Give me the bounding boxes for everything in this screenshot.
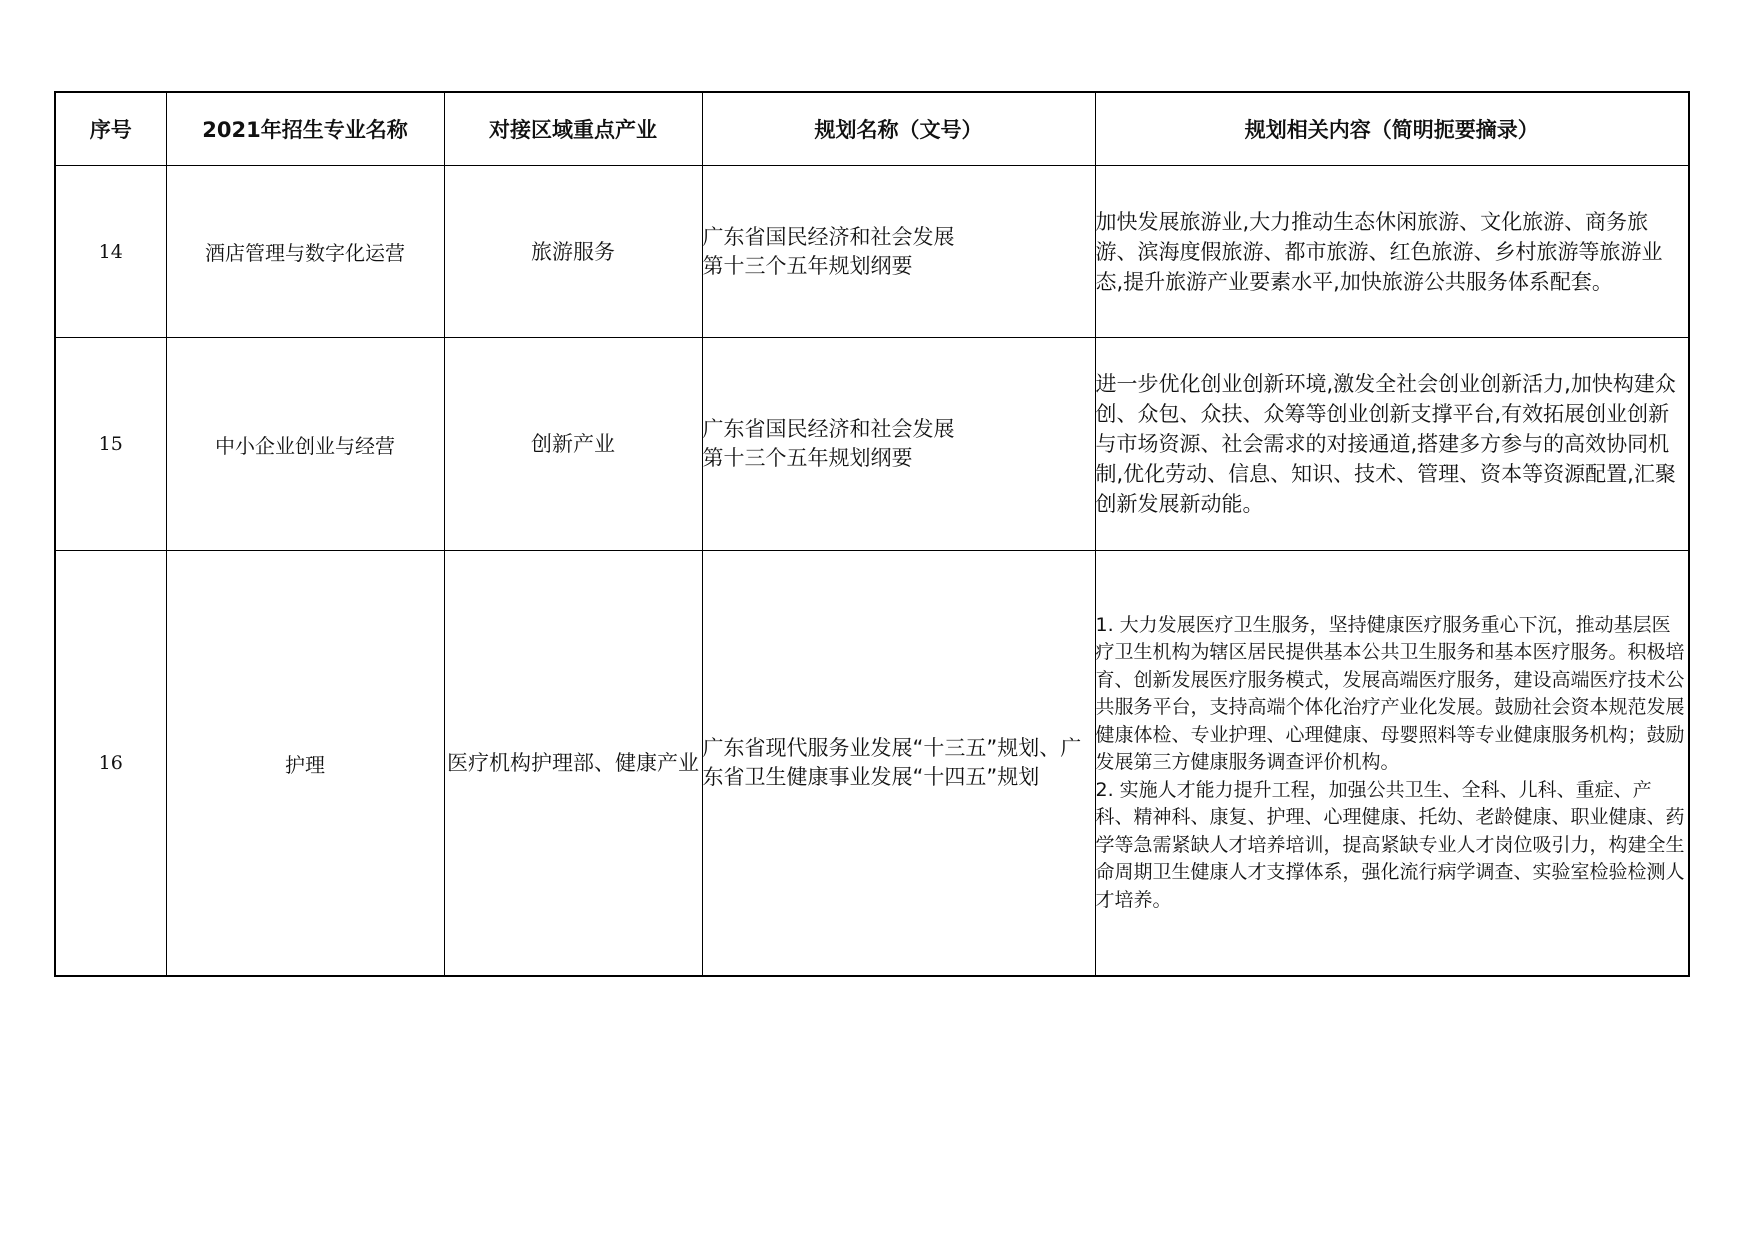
table-row <box>55 166 1689 338</box>
industry-cell: 旅游服务 <box>444 166 702 338</box>
plan-content-cell: 加快发展旅游业,大力推动生态休闲旅游、文化旅游、商务旅游、滨海度假旅游、都市旅游、红色旅游、乡村旅游等旅游业态,提升旅游产业要素水平,加快旅游公共服务体系配套。 <box>1095 166 1689 338</box>
header-seq: 序号 <box>55 92 166 166</box>
major-cell: 护理 <box>166 551 444 977</box>
seq-cell: 16 <box>55 551 166 977</box>
header-major: 2021年招生专业名称 <box>166 92 444 166</box>
seq-cell: 14 <box>55 166 166 338</box>
plan-name-cell: 广东省国民经济和社会发展 第十三个五年规划纲要 <box>702 338 1095 551</box>
plan-name-cell: 广东省现代服务业发展“十三五”规划、广东省卫生健康事业发展“十四五”规划 <box>702 551 1095 977</box>
plan-table <box>54 91 1690 977</box>
table-row <box>55 338 1689 551</box>
header-industry: 对接区域重点产业 <box>444 92 702 166</box>
industry-cell: 创新产业 <box>444 338 702 551</box>
header-plan-name: 规划名称（文号） <box>702 92 1095 166</box>
plan-content-cell: 1. 大力发展医疗卫生服务，坚持健康医疗服务重心下沉，推动基层医疗卫生机构为辖区居民提供基本公共卫生服务和基本医疗服务。积极培育、创新发展医疗服务模式，发展高端医疗服务，建设高端医疗技术公共服务平台，支持高端个体化治疗产业化发展。鼓励社会资本规范发展健康体检、专业护理、心理健康、母婴照料等专业健康服务机构；鼓励发展第三方健康服务调查评价机构。 2. 实施人才能力提升工程，加强公共卫生、全科、儿科、重症、产科、精神科、康复、护理、心理健康、托幼、老龄健康、职业健康、药学等急需紧缺人才培养培训，提高紧缺专业人才岗位吸引力，构建全生命周期卫生健康人才支撑体系，强化流行病学调查、实验室检验检测人才培养。 <box>1095 551 1689 977</box>
industry-cell: 医疗机构护理部、健康产业 <box>444 551 702 977</box>
table-row <box>55 551 1689 977</box>
plan-content-cell: 进一步优化创业创新环境,激发全社会创业创新活力,加快构建众创、众包、众扶、众筹等创业创新支撑平台,有效拓展创业创新与市场资源、社会需求的对接通道,搭建多方参与的高效协同机制,优化劳动、信息、知识、技术、管理、资本等资源配置,汇聚创新发展新动能。 <box>1095 338 1689 551</box>
table-header-row <box>55 92 1689 166</box>
major-cell: 酒店管理与数字化运营 <box>166 166 444 338</box>
header-plan-content: 规划相关内容（简明扼要摘录） <box>1095 92 1689 166</box>
plan-name-cell: 广东省国民经济和社会发展 第十三个五年规划纲要 <box>702 166 1095 338</box>
major-cell: 中小企业创业与经营 <box>166 338 444 551</box>
seq-cell: 15 <box>55 338 166 551</box>
